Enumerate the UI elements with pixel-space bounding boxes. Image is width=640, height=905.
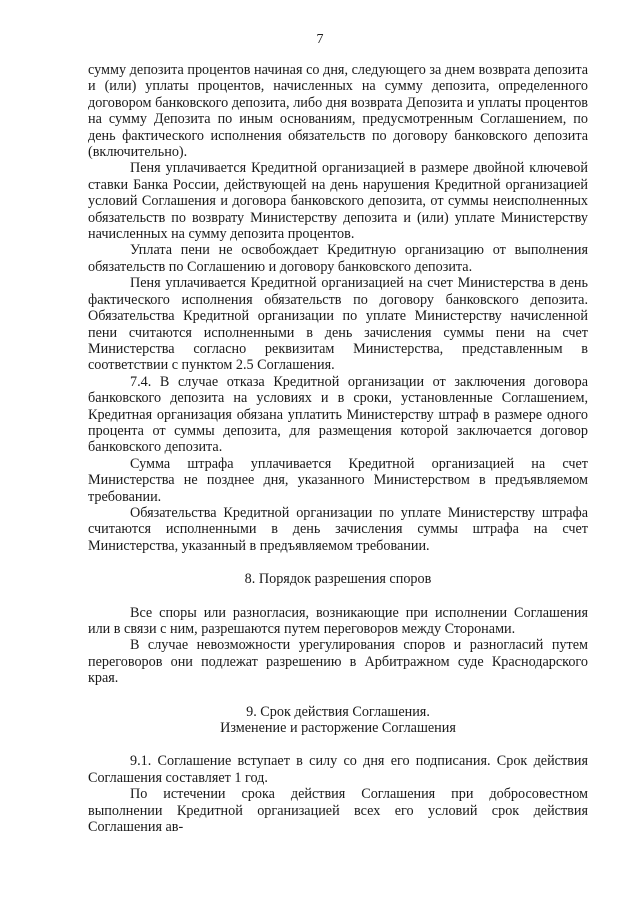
section-8-title: 8. Порядок разрешения споров <box>244 571 432 588</box>
section-9-title-line-2: Изменение и расторжение Соглашения <box>220 720 456 737</box>
paragraph-fine-payment: Сумма штрафа уплачивается Кредитной организацией на счет Министерства не позднее дня, указанного Министерством в предъявляемом требовании. <box>88 455 588 505</box>
paragraph-fine-obligation: Обязательства Кредитной организации по уплате Министерству штрафа считаются исполненными в день зачисления суммы штрафа на счет Министерства, указанный в предъявляемом требовании. <box>88 504 588 554</box>
paragraph-7-4: 7.4. В случае отказа Кредитной организации от заключения договора банковского депозита на условиях и в сроки, установленные Соглашением, Кредитная организация обязана уплатить Министерству штраф в размере одного процента от суммы депозита, для размещения которой заключается договор банковского депозита. <box>88 373 588 456</box>
page-number: 7 <box>316 32 324 47</box>
document-body <box>88 62 588 835</box>
paragraph-penalty-rate: Пеня уплачивается Кредитной организацией в размере двойной ключевой ставки Банка России, действующей на день нарушения Кредитной организацией условий Соглашения и договора банковского депозита, от суммы неисполненных обязательств по возврату Министерству депозита и (или) уплате Министерству начисленных на сумму депозита процентов. <box>88 160 588 243</box>
paragraph-penalty-obligation: Уплата пени не освобождает Кредитную организацию от выполнения обязательств по Соглашению и договору банковского депозита. <box>88 242 588 275</box>
section-8-paragraph-2: В случае невозможности урегулирования споров и разногласий путем переговоров они подлежат разрешению в Арбитражном суде Краснодарского края. <box>88 637 588 687</box>
paragraph-penalty-payment: Пеня уплачивается Кредитной организацией на счет Министерства в день фактического исполнения обязательств по договору банковского депозита. Обязательства Кредитной организации по уплате Министерству начисленной пени считаются исполненными в день зачисления суммы пени на счет Министерства согласно реквизитам Министерства, представленным в соответствии с пунктом 2.5 Соглашения. <box>88 275 588 374</box>
section-9-paragraph-1: 9.1. Соглашение вступает в силу со дня его подписания. Срок действия Соглашения составляет 1 год. <box>88 753 588 786</box>
section-9-title-line-1: 9. Срок действия Соглашения. <box>246 703 430 720</box>
paragraph-continuation: сумму депозита процентов начиная со дня, следующего за днем возврата депозита и (или) уплаты процентов, начисленных на сумму депозита, определенного договором банковского депозита, либо дня возврата Депозита и уплаты процентов на сумму Депозита по иным основаниям, предусмотренным Соглашением, по день фактического исполнения обязательств по договору банковского депозита (включительно). <box>88 62 588 161</box>
section-8-paragraph-1: Все споры или разногласия, возникающие при исполнении Соглашения или в связи с ним, разрешаются путем переговоров между Сторонами. <box>88 604 588 637</box>
section-9-paragraph-2: По истечении срока действия Соглашения при добросовестном выполнении Кредитной организацией всех его условий срок действия Соглашения ав- <box>88 786 588 836</box>
